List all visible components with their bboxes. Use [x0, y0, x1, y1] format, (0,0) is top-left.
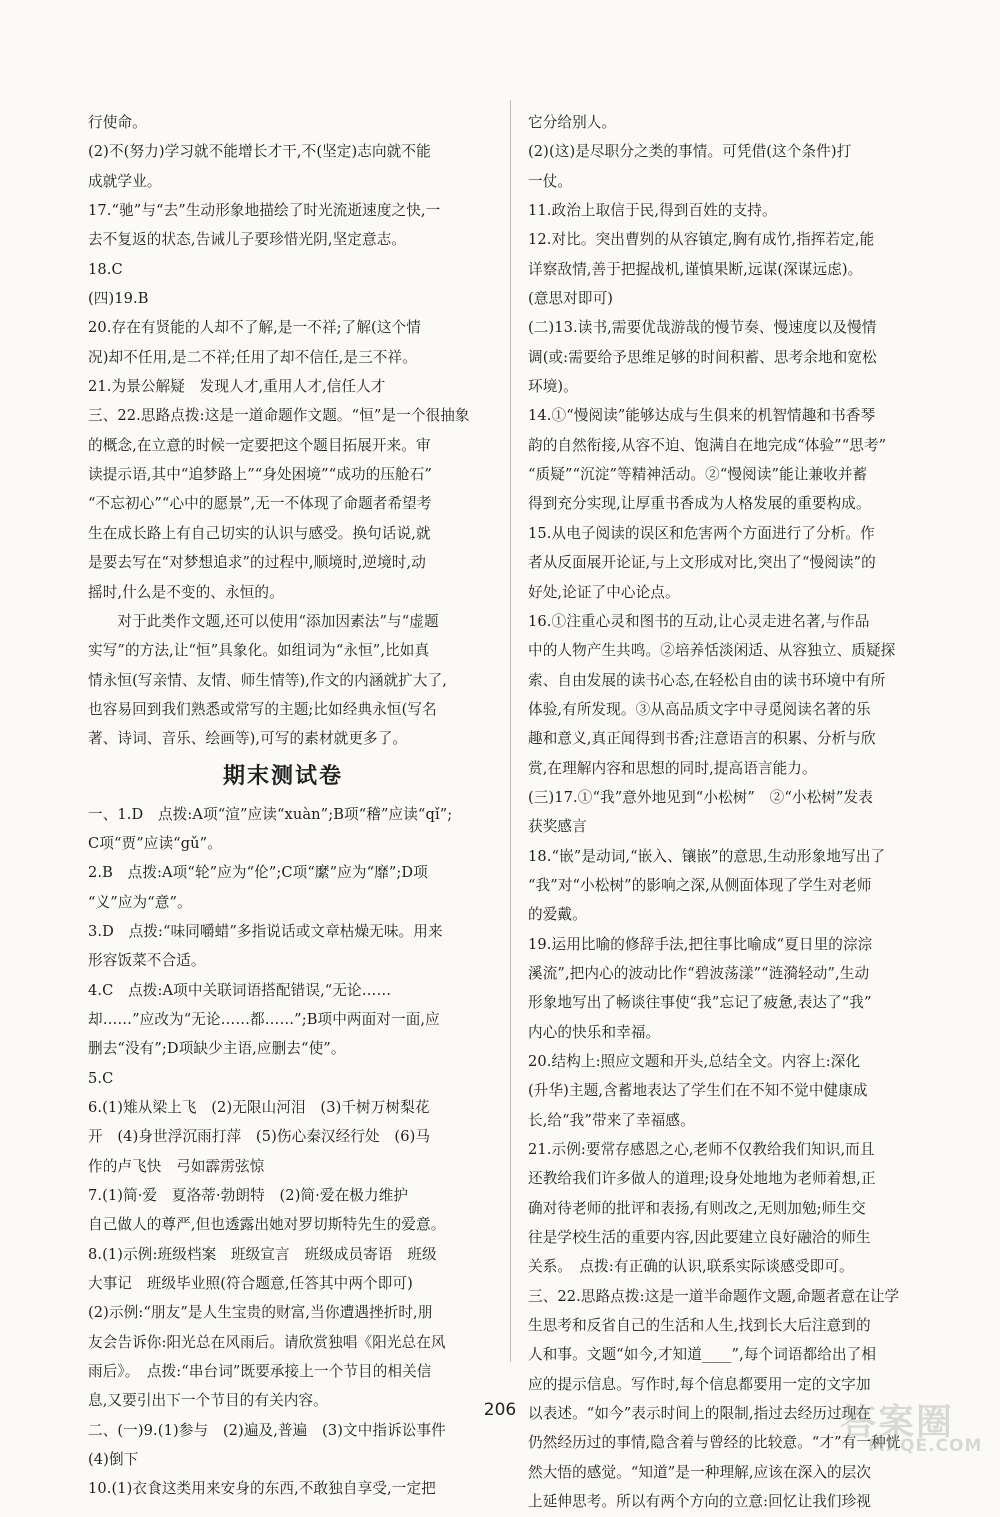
text-line: 趣和意义,真正闻得到书香;注意语言的积累、分析与欣 [528, 730, 876, 748]
text-line: 三、22.思路点拨:这是一道命题作文题。“恒”是一个很抽象 [88, 407, 470, 425]
text-line: 它分给别人。 [528, 114, 617, 131]
left-column-part-2 [88, 800, 478, 1504]
text-line: 一、1.D 点拨:A项“渲”应读“xuàn”;B项“稽”应读“qǐ”; [88, 805, 453, 823]
text-line: 15.从电子阅读的误区和危害两个方面进行了分析。作 [528, 524, 875, 542]
text-line: 的概念,在立意的时候一定要把这个题目拓展开来。审 [88, 436, 431, 454]
text-line: 韵的自然衔接,从容不迫、饱满自在地完成“体验”“思考” [528, 436, 887, 454]
text-line: 18.“嵌”是动词,“嵌入、镶嵌”的意思,生动形象地写出了 [528, 847, 886, 865]
text-line: 三、22.思路点拨:这是一道半命题作文题,命题者意在让学 [528, 1287, 900, 1305]
text-line: 况)却不任用,是二不祥;任用了却不信任,是三不祥。 [88, 348, 417, 366]
text-line: 息,又要引出下一个节目的有关内容。 [88, 1392, 328, 1410]
text-line: 情永恒(写亲情、友情、师生情等),作文的内涵就扩大了, [88, 671, 448, 689]
text-line: 5.C [88, 1069, 114, 1087]
text-line: 形象地写出了畅谈往事使“我”忘记了疲惫,表达了“我” [528, 994, 872, 1012]
text-line: 还教给我们许多做人的道理;设身处地地为老师着想,正 [528, 1170, 876, 1188]
watermark-text: 答案圈 [840, 1402, 955, 1443]
text-line: 开 (4)身世浮沉雨打萍 (5)伤心秦汉经行处 (6)马 [88, 1128, 431, 1146]
text-line: 赏,在理解内容和思想的同时,提高语言能力。 [528, 759, 817, 777]
text-line: 著、诗词、音乐、绘画等),可写的素材就更多了。 [88, 730, 408, 748]
text-line: 摇时,什么是不变的、永恒的。 [88, 583, 284, 601]
text-line: 实写”的方法,让“恒”具象化。如组词为“永恒”,比如真 [88, 642, 430, 660]
text-line: 详察敌情,善于把握战机,谨慎果断,远谋(深谋远虑)。 [528, 260, 863, 278]
text-line: 获奖感言 [528, 818, 587, 836]
text-line: 内心的快乐和幸福。 [528, 1023, 661, 1041]
text-line: 20.存在有贤能的人却不了解,是一不祥;了解(这个情 [88, 319, 421, 337]
text-line: 仍然经历过的事情,隐含着与曾经的比较意。“才”有一种恍 [528, 1434, 901, 1452]
text-line: (意思对即可) [528, 290, 614, 308]
text-line: 2.B 点拨:A项“轮”应为“伦”;C项“縻”应为“靡”;D项 [88, 864, 428, 882]
page-number: 206 [483, 1400, 517, 1420]
text-line: 10.(1)衣食这类用来安身的东西,不敢独自享受,一定把 [88, 1480, 436, 1498]
text-line: (2)(这)是尽职分之类的事情。可凭借(这个条件)打 [528, 143, 852, 161]
text-line: 21.示例:要常存感恩之心,老师不仅教给我们知识,而且 [528, 1141, 875, 1159]
text-line: (4)倒下 [88, 1451, 139, 1469]
text-line: 一仗。 [528, 172, 573, 190]
text-line: (2)示例:“朋友”是人生宝贵的财富,当你遭遇挫折时,朋 [88, 1304, 433, 1322]
text-line: 行使命。 [88, 114, 147, 131]
text-line: 作的卢飞快 弓如霹雳弦惊 [88, 1157, 265, 1175]
text-line: 关系。 点拨:有正确的认识,联系实际谈感受即可。 [528, 1258, 854, 1276]
text-line: 6.(1)雉从梁上飞 (2)无限山河泪 (3)千树万树梨花 [88, 1099, 430, 1116]
text-line: 雨后》。 点拨:“串台词”既要承接上一个节目的相关信 [88, 1363, 432, 1381]
text-line: 环境)。 [528, 378, 578, 396]
text-line: 调(或:需要给予思维足够的时间积蓄、思考余地和宽松 [528, 348, 877, 366]
text-line: (三)17.①“我”意外地见到“小松树” ②“小松树”发表 [528, 788, 873, 806]
watermark-logo [840, 1394, 990, 1458]
text-line: 中的人物产生共鸣。②培养恬淡闲适、从容独立、质疑探 [528, 642, 896, 660]
text-line: 读提示语,其中“追梦路上”“身处困境”“成功的压舱石” [88, 466, 432, 484]
text-line: 二、(一)9.(1)参与 (2)遍及,普遍 (3)文中指诉讼事件 [88, 1421, 446, 1439]
text-line: 上延伸思考。所以有两个方向的立意:回忆让我们珍视 [528, 1493, 871, 1511]
text-line: 是要去写在“对梦想追求”的过程中,顺境时,逆境时,动 [88, 554, 426, 572]
text-line: 21.为景公解疑 发现人才,重用人才,信任人才 [88, 378, 386, 396]
text-line: 对于此类作文题,还可以使用“添加因素法”与“虚题 [88, 612, 439, 630]
text-line: 索、自由发展的读书心态,在轻松自由的读书环境中有所 [528, 671, 886, 689]
text-line: 人和事。文题“如今,才知道____”,每个词语都给出了相 [528, 1346, 877, 1364]
left-column [88, 108, 478, 1504]
text-line: 3.D 点拨:“味同嚼蜡”多指说话或文章枯燥无味。用来 [88, 922, 443, 940]
text-line: 大事记 班级毕业照(符合题意,任答其中两个即可) [88, 1275, 413, 1293]
text-line: 以表述。“如今”表示时间上的限制,指过去经历过现在 [528, 1405, 872, 1423]
text-line: 20.结构上:照应文题和开头,总结全文。内容上:深化 [528, 1053, 861, 1070]
text-line: (升华)主题,含蓄地表达了学生们在不知不觉中健康成 [528, 1082, 868, 1100]
text-line: 也容易回到我们熟悉或常写的主题;比如经典永恒(写名 [88, 700, 437, 718]
text-line: 12.对比。突出曹刿的从容镇定,胸有成竹,指挥若定,能 [528, 231, 875, 249]
text-line: 确对待老师的批评和表扬,有则改之,无则加勉;师生交 [528, 1199, 866, 1217]
text-line: 友会告诉你:阳光总在风雨后。请欣赏独唱《阳光总在风 [88, 1333, 446, 1351]
text-line: 14.①“慢阅读”能够达成与生俱来的机智情趣和书香琴 [528, 407, 876, 425]
text-line: (二)13.读书,需要优哉游哉的慢节奏、慢速度以及慢情 [528, 319, 877, 337]
text-line: 去不复返的状态,告诫儿子要珍惜光阴,坚定意志。 [88, 231, 407, 249]
text-line: 删去“没有”;D项缺少主语,应删去“使”。 [88, 1040, 346, 1058]
text-line: 8.(1)示例:班级档案 班级宣言 班级成员寄语 班级 [88, 1245, 437, 1263]
text-line: 好处,论证了中心论点。 [528, 583, 680, 601]
text-line: 得到充分实现,让厚重书香成为人格发展的重要构成。 [528, 495, 871, 513]
text-line: 然大悟的感觉。“知道”是一种理解,应该在深入的层次 [528, 1463, 872, 1481]
text-line: 溪流”,把内心的波动比作“碧波荡漾”“涟漪轻动”,生动 [528, 964, 870, 982]
text-line: 17.“驰”与“去”生动形象地描绘了时光流逝速度之快,一 [88, 202, 441, 220]
text-line: “不忘初心”“心中的愿景”,无一不体现了命题者希望考 [88, 495, 432, 513]
text-line: “我”对“小松树”的影响之深,从侧面体现了学生对老师 [528, 876, 872, 894]
text-line: 体验,有所发现。③从高品质文字中寻觅阅读名著的乐 [528, 700, 871, 718]
right-column [528, 108, 918, 1517]
text-line: 应的提示信息。写作时,每个信息都要用一定的文字加 [528, 1375, 871, 1393]
text-line: 7.(1)简·爱 夏洛蒂·勃朗特 (2)简·爱在极力维护 [88, 1187, 409, 1205]
text-line: 往是学校生活的重要内容,因此要建立良好融洽的师生 [528, 1229, 871, 1247]
text-line: 成就学业。 [88, 172, 162, 190]
section-title: 期末测试卷 [222, 763, 343, 789]
text-line: 18.C [88, 260, 123, 278]
text-line: C项“贾”应读“gǔ”。 [88, 834, 222, 852]
text-line: 长,给“我”带来了幸福感。 [528, 1111, 695, 1129]
text-line: “质疑”“沉淀”等精神活动。②“慢阅读”能让兼收并蓄 [528, 466, 868, 484]
watermark-domain: MXQE.COM [868, 1436, 983, 1456]
text-line: 16.①注重心灵和图书的互动,让心灵走进名著,与作品 [528, 612, 870, 630]
left-column-part-1 [88, 108, 478, 754]
text-line: 生在成长路上有自己切实的认识与感受。换句话说,就 [88, 524, 431, 542]
text-line: (四)19.B [88, 290, 149, 308]
text-line: 自己做人的尊严,但也透露出她对罗切斯特先生的爱意。 [88, 1216, 446, 1234]
text-line: 4.C 点拨:A项中关联词语搭配错误,“无论…… [88, 981, 392, 999]
text-line: 的爱戴。 [528, 906, 587, 924]
text-line: 19.运用比喻的修辞手法,把往事比喻成“夏日里的淙淙 [528, 935, 873, 953]
text-line: (2)不(努力)学习就不能增长才干,不(坚定)志向就不能 [88, 143, 431, 161]
text-line: 11.政治上取信于民,得到百姓的支持。 [528, 202, 777, 220]
text-line: “义”应为“意”。 [88, 893, 192, 911]
text-line: 却……”应改为“无论……都……”;B项中两面对一面,应 [88, 1010, 440, 1028]
text-line: 生思考和反省自己的生活和人生,找到长大后注意到的 [528, 1317, 871, 1335]
text-line: 者从反面展开论证,与上文形成对比,突出了“慢阅读”的 [528, 554, 876, 572]
column-divider [510, 100, 511, 1362]
text-line: 形容饭菜不合适。 [88, 952, 206, 970]
